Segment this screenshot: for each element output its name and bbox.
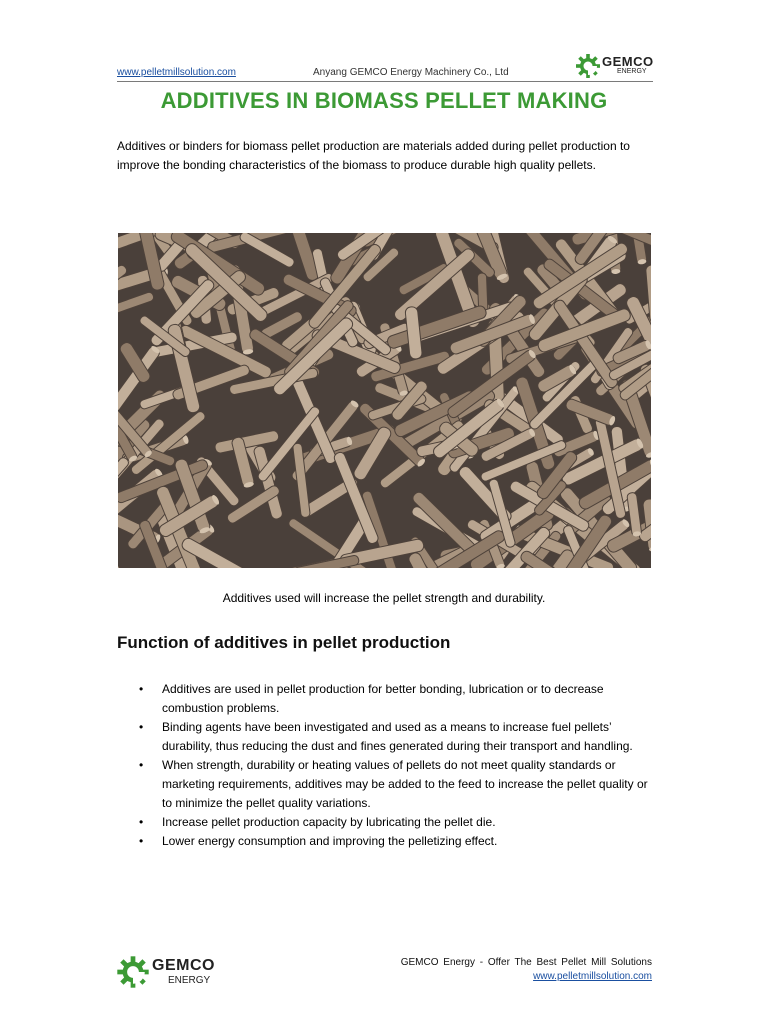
header-divider <box>117 81 653 82</box>
wood-pellets-photo <box>118 233 651 568</box>
list-item <box>135 680 655 718</box>
footer-gemco-logo <box>116 955 216 989</box>
logo-sub-text: ENERGY <box>168 975 211 986</box>
photo-caption: Additives used will increase the pellet strength and durability. <box>222 591 546 605</box>
gear-logo-icon <box>116 955 150 989</box>
logo-sub-text: ENERGY <box>617 68 647 75</box>
footer-website-link[interactable]: www.pelletmillsolution.com <box>533 971 652 982</box>
header-website-link[interactable]: www.pelletmillsolution.com <box>117 67 236 78</box>
bullet-text: Lower energy consumption and improving the pelletizing effect. <box>162 834 498 848</box>
logo-brand-text: GEMCO <box>152 957 215 974</box>
function-bullet-list <box>135 680 655 851</box>
list-item <box>135 718 655 756</box>
list-item <box>135 832 655 851</box>
pellets-image <box>118 233 651 568</box>
bullet-text: Additives are used in pellet production for better bonding, lubrication or to decrease combustion problems. <box>162 682 604 715</box>
header-gemco-logo <box>575 53 655 79</box>
list-item <box>135 756 655 813</box>
footer-tagline: GEMCO Energy - Offer The Best Pellet Mill Solutions <box>400 957 652 968</box>
logo-brand-text: GEMCO <box>602 54 654 69</box>
bullet-text: Binding agents have been investigated and used as a means to increase fuel pellets’ durability, thus reducing the dust and fines generated during their transport and handling. <box>162 720 633 753</box>
list-item <box>135 813 655 832</box>
header-company-name: Anyang GEMCO Energy Machinery Co., Ltd <box>313 67 509 78</box>
bullet-text: When strength, durability or heating values of pellets do not meet quality standards or marketing requirements, additives may be added to the feed to increase the pellet quality or to minimize the pellet quality variations. <box>162 758 648 810</box>
section-heading: Function of additives in pellet production <box>117 633 451 652</box>
bullet-text: Increase pellet production capacity by lubricating the pellet die. <box>162 815 496 829</box>
gear-logo-icon <box>575 53 601 79</box>
page-title: ADDITIVES IN BIOMASS PELLET MAKING <box>160 88 608 113</box>
intro-paragraph: Additives or binders for biomass pellet production are materials added during pellet production to improve the bonding characteristics of the biomass to produce durable high quality pellets. <box>117 139 630 172</box>
